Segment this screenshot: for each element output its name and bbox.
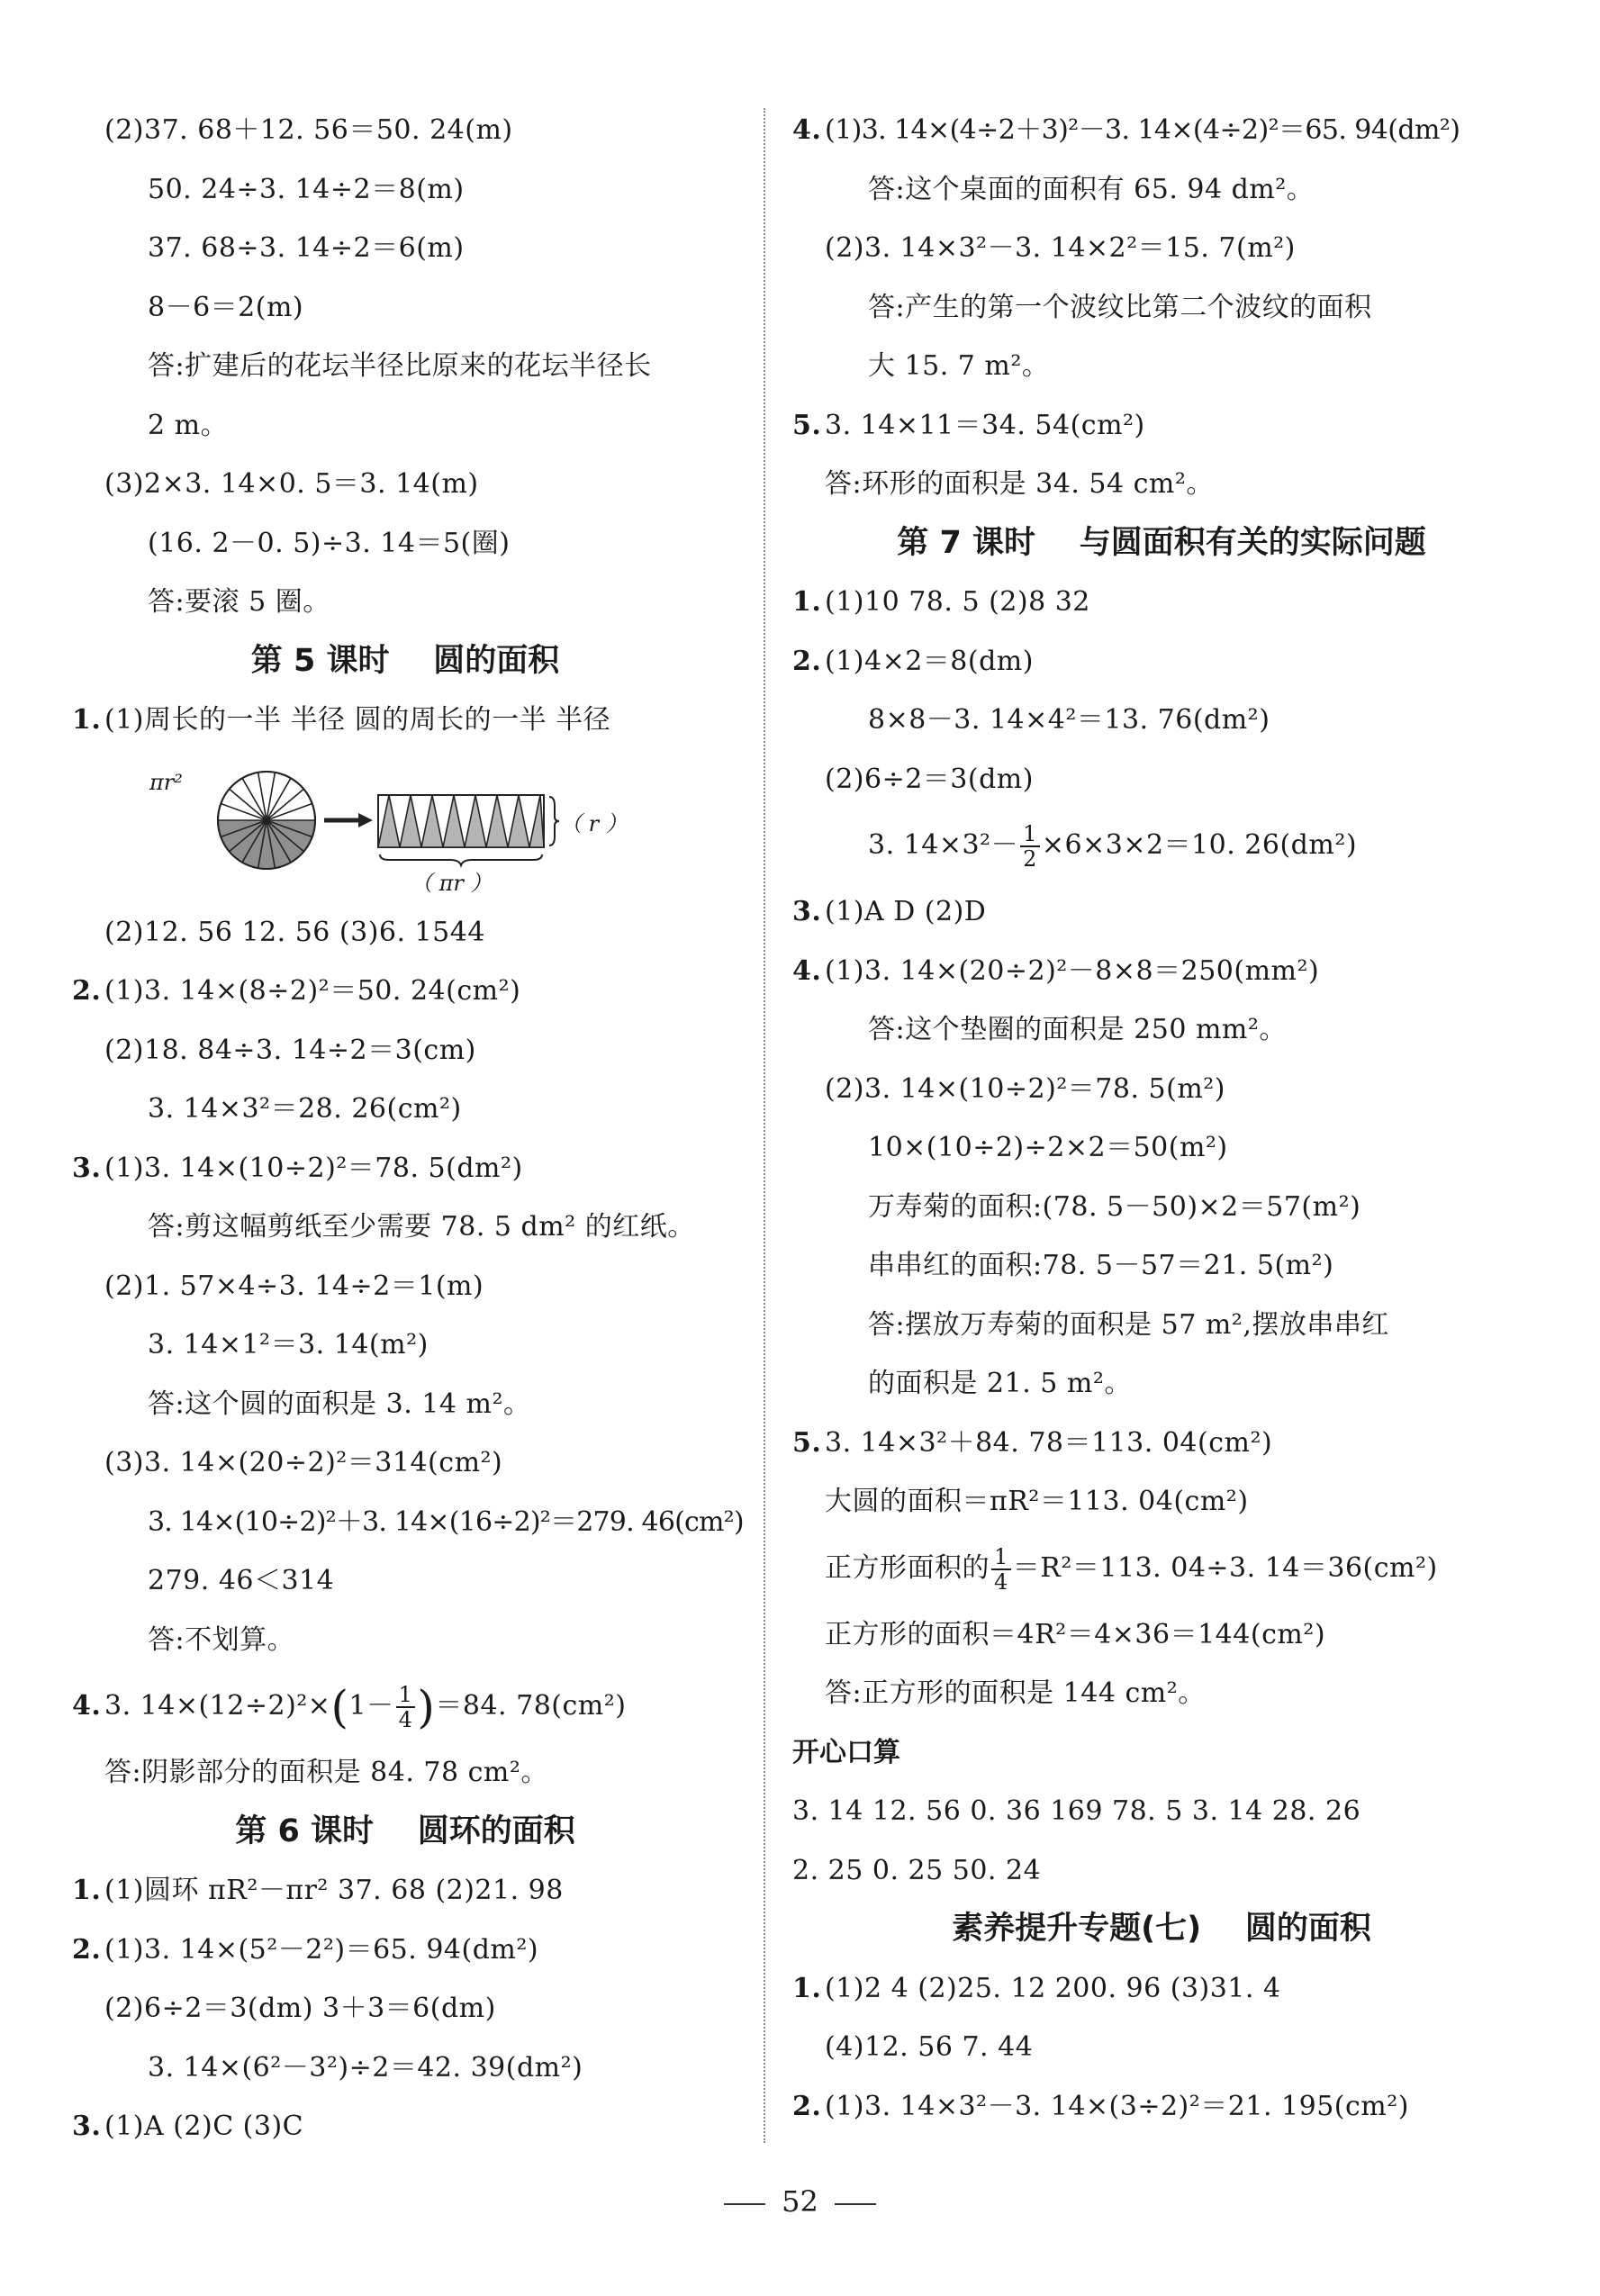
text-line: 大圆的面积＝πR²＝113. 04(cm²) bbox=[825, 1486, 1249, 1517]
half-circumference-label: （ πr ） bbox=[411, 870, 493, 896]
answer-text: (1)10 78. 5 (2)8 32 bbox=[825, 586, 1090, 618]
question-number: 3. bbox=[72, 2111, 102, 2142]
answer-text: (1)A D (2)D bbox=[825, 896, 987, 927]
formula-part: ＝R²＝113. 04÷3. 14＝36(cm²) bbox=[1012, 1551, 1438, 1584]
answer-line: 答:剪这幅剪纸至少需要 78. 5 dm² 的红纸。 bbox=[148, 1211, 695, 1243]
answer-line: 答:正方形的面积是 144 cm²。 bbox=[825, 1677, 1206, 1709]
text-line: 8×8－3. 14×4²＝13. 76(dm²) bbox=[868, 704, 1270, 736]
right-column bbox=[792, 101, 1531, 2136]
text-line: (3)3. 14×(20÷2)²＝314(cm²) bbox=[104, 1447, 503, 1478]
text-line: (2)3. 14×(10÷2)²＝78. 5(m²) bbox=[825, 1072, 1226, 1105]
question-number: 5. bbox=[792, 409, 822, 441]
formula-line bbox=[792, 1532, 1531, 1605]
question-3 bbox=[72, 1139, 738, 1198]
numerator: 1 bbox=[396, 1683, 416, 1708]
formula-part: ＝84. 78(cm²) bbox=[435, 1690, 627, 1722]
formula-part: 正方形面积的 bbox=[825, 1551, 990, 1584]
text-line: 3. 14×(6²－3²)÷2＝42. 39(dm²) bbox=[148, 2051, 583, 2084]
right-paren: ) bbox=[417, 1681, 436, 1733]
question-3 bbox=[72, 2097, 738, 2156]
denominator: 2 bbox=[1023, 846, 1037, 872]
question-number: 1. bbox=[72, 1875, 102, 1906]
circle-to-rectangle-figure bbox=[72, 750, 630, 903]
text-line: (2)1. 57×4÷3. 14÷2＝1(m) bbox=[104, 1270, 484, 1302]
answer-line: 答:环形的面积是 34. 54 cm²。 bbox=[825, 468, 1214, 500]
formula-line bbox=[792, 809, 1531, 882]
rearranged-rectangle-icon bbox=[378, 795, 559, 865]
text-line: (3)2×3. 14×0. 5＝3. 14(m) bbox=[104, 468, 479, 500]
answer-text: (1)圆环 πR²－πr² 37. 68 (2)21. 98 bbox=[104, 1875, 564, 1906]
left-paren: ( bbox=[330, 1681, 349, 1733]
question-5 bbox=[792, 1414, 1531, 1473]
numerator: 1 bbox=[991, 1545, 1011, 1570]
mental-math-answers: 3. 14 12. 56 0. 36 169 78. 5 3. 14 28. 26 bbox=[792, 1795, 1361, 1827]
question-1 bbox=[792, 573, 1531, 632]
column-divider bbox=[764, 108, 765, 2143]
text-line: 正方形的面积＝4R²＝4×36＝144(cm²) bbox=[825, 1618, 1326, 1650]
text-line: 50. 24÷3. 14÷2＝8(m) bbox=[148, 173, 465, 205]
answer-text: (1)3. 14×(10÷2)²＝78. 5(dm²) bbox=[104, 1152, 523, 1184]
text-line: (2)6÷2＝3(dm) 3＋3＝6(dm) bbox=[104, 1993, 496, 2024]
question-number: 3. bbox=[792, 896, 822, 927]
question-4 bbox=[792, 942, 1531, 1001]
numerator: 1 bbox=[1020, 822, 1040, 847]
page-number bbox=[0, 2179, 1600, 2224]
denominator: 4 bbox=[994, 1568, 1008, 1595]
question-number: 2. bbox=[72, 975, 102, 1007]
answer-line: 答:不划算。 bbox=[148, 1623, 295, 1656]
question-number: 1. bbox=[72, 704, 102, 736]
answer-line: 答:这个圆的面积是 3. 14 m²。 bbox=[148, 1388, 531, 1420]
pi-r-squared-label: πr² bbox=[149, 769, 183, 795]
question-4 bbox=[72, 1669, 738, 1743]
answer-text: (1)4×2＝8(dm) bbox=[825, 645, 1034, 677]
answer-line: 2 m。 bbox=[148, 409, 229, 441]
sectored-circle-icon bbox=[218, 772, 315, 869]
left-column bbox=[72, 101, 744, 2156]
text-line: 10×(10÷2)÷2×2＝50(m²) bbox=[868, 1132, 1228, 1163]
question-number: 4. bbox=[792, 954, 822, 987]
answer-line: 的面积是 21. 5 m²。 bbox=[868, 1368, 1132, 1399]
formula-part: ×6×3×2＝10. 26(dm²) bbox=[1041, 829, 1358, 861]
text-line: 37. 68÷3. 14÷2＝6(m) bbox=[148, 232, 465, 264]
answer-line: 大 15. 7 m²。 bbox=[868, 350, 1050, 382]
question-4 bbox=[792, 101, 1531, 160]
answer-text: (1)3. 14×(8÷2)²＝50. 24(cm²) bbox=[104, 975, 521, 1007]
question-1 bbox=[792, 1959, 1531, 2019]
answer-line: 答:摆放万寿菊的面积是 57 m²,摆放串串红 bbox=[868, 1308, 1389, 1341]
answer-text: 3. 14×11＝34. 54(cm²) bbox=[825, 409, 1145, 441]
fraction bbox=[396, 1683, 416, 1731]
dash-left bbox=[724, 2203, 765, 2205]
formula-part: 3. 14×3²－ bbox=[868, 829, 1019, 861]
text-line: 串串红的面积:78. 5－57＝21. 5(m²) bbox=[868, 1250, 1334, 1281]
question-1 bbox=[72, 691, 738, 750]
text-line: 万寿菊的面积:(78. 5－50)×2＝57(m²) bbox=[868, 1190, 1361, 1223]
formula-part: 1－ bbox=[348, 1690, 394, 1722]
answer-text: (1)3. 14×(5²－2²)＝65. 94(dm²) bbox=[104, 1933, 539, 1966]
fraction bbox=[1020, 822, 1040, 871]
question-3 bbox=[792, 882, 1531, 942]
section-heading-lesson-5: 第 5 课时 圆的面积 bbox=[250, 642, 560, 679]
circle-area-diagram bbox=[72, 750, 738, 903]
question-5 bbox=[792, 396, 1531, 456]
subheading-mental-math: 开心口算 bbox=[792, 1736, 900, 1768]
question-number: 3. bbox=[72, 1152, 102, 1184]
fraction bbox=[991, 1545, 1011, 1594]
answer-text: 3. 14×3²＋84. 78＝113. 04(cm²) bbox=[825, 1426, 1273, 1459]
text-line: 279. 46＜314 bbox=[148, 1565, 335, 1596]
right-arrow-icon bbox=[324, 813, 373, 827]
answer-line: 答:产生的第一个波纹比第二个波纹的面积 bbox=[868, 291, 1372, 323]
question-number: 2. bbox=[792, 645, 822, 677]
answer-line: 答:要滚 5 圈。 bbox=[148, 586, 330, 618]
formula-part: 3. 14×(12÷2)²× bbox=[104, 1690, 331, 1722]
text-line: (2)3. 14×3²－3. 14×2²＝15. 7(m²) bbox=[825, 232, 1296, 264]
question-2 bbox=[792, 2077, 1531, 2137]
answer-text: (2)12. 56 12. 56 (3)6. 1544 bbox=[104, 916, 485, 948]
text-line: 3. 14×(10÷2)²＋3. 14×(16÷2)²＝279. 46(cm²) bbox=[148, 1505, 744, 1538]
page-number-text: 52 bbox=[782, 2184, 818, 2219]
answer-line: 答:阴影部分的面积是 84. 78 cm²。 bbox=[104, 1757, 548, 1788]
question-2 bbox=[792, 632, 1531, 692]
question-number: 5. bbox=[792, 1426, 822, 1459]
answer-text: (1)3. 14×(20÷2)²－8×8＝250(mm²) bbox=[825, 954, 1320, 987]
question-number: 2. bbox=[792, 2090, 822, 2122]
answer-text: (1)3. 14×(4÷2＋3)²－3. 14×(4÷2)²＝65. 94(dm²) bbox=[825, 114, 1460, 146]
text-line: (2)18. 84÷3. 14÷2＝3(cm) bbox=[104, 1034, 476, 1066]
text-line: (4)12. 56 7. 44 bbox=[825, 2031, 1034, 2063]
answer-line: 答:这个桌面的面积有 65. 94 dm²。 bbox=[868, 173, 1315, 205]
text-line: (2)6÷2＝3(dm) bbox=[825, 763, 1034, 795]
answer-text: (1)周长的一半 半径 圆的周长的一半 半径 bbox=[104, 704, 611, 736]
section-heading-special-topic: 素养提升专题(七) 圆的面积 bbox=[952, 1911, 1371, 1947]
answer-text: (1)2 4 (2)25. 12 200. 96 (3)31. 4 bbox=[825, 1972, 1281, 2004]
section-heading-lesson-6: 第 6 课时 圆环的面积 bbox=[235, 1812, 575, 1849]
question-2 bbox=[72, 962, 738, 1021]
text-line: 8－6＝2(m) bbox=[148, 291, 304, 323]
answer-text: (1)A (2)C (3)C bbox=[104, 2111, 304, 2142]
answer-line: 答:这个垫圈的面积是 250 mm²。 bbox=[868, 1014, 1287, 1045]
question-2 bbox=[72, 1921, 738, 1980]
question-number: 1. bbox=[792, 1972, 822, 2004]
question-1 bbox=[72, 1861, 738, 1921]
text-line: (16. 2－0. 5)÷3. 14＝5(圈) bbox=[148, 527, 511, 559]
dash-right bbox=[835, 2203, 876, 2205]
answer-text: (1)3. 14×3²－3. 14×(3÷2)²＝21. 195(cm²) bbox=[825, 2090, 1409, 2122]
text-line: 3. 14×3²＝28. 26(cm²) bbox=[148, 1093, 462, 1125]
radius-label: （ r ） bbox=[560, 810, 628, 836]
section-heading-lesson-7: 第 7 课时 与圆面积有关的实际问题 bbox=[897, 524, 1426, 561]
text-line: 3. 14×1²＝3. 14(m²) bbox=[148, 1329, 429, 1360]
question-number: 2. bbox=[72, 1933, 102, 1966]
question-number: 4. bbox=[72, 1690, 102, 1722]
mental-math-answers: 2. 25 0. 25 50. 24 bbox=[792, 1854, 1042, 1886]
text-line: (2)37. 68＋12. 56＝50. 24(m) bbox=[104, 114, 513, 146]
question-number: 4. bbox=[792, 114, 822, 146]
answer-line: 答:扩建后的花坛半径比原来的花坛半径长 bbox=[148, 350, 652, 382]
question-number: 1. bbox=[792, 586, 822, 618]
denominator: 4 bbox=[398, 1707, 413, 1732]
